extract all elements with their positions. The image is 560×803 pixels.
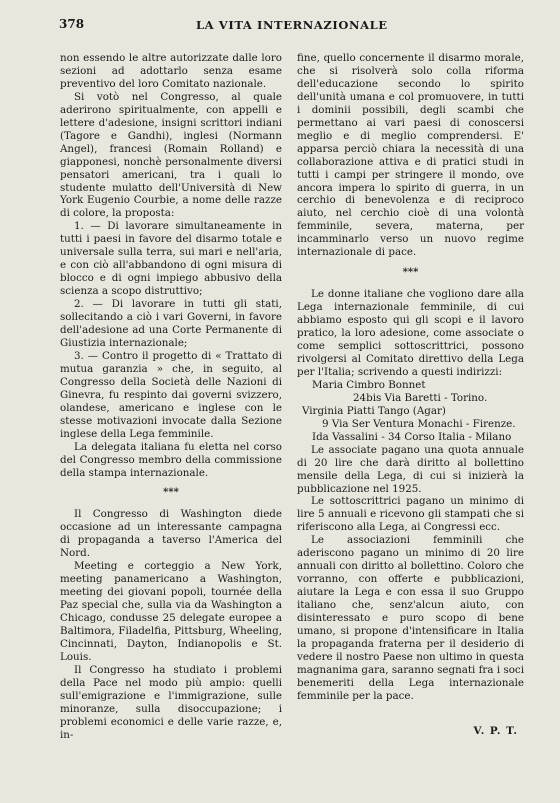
address-name: Maria Cimbro Bonnet [312, 378, 426, 391]
address-line: 24bis Via Baretti - Torino. [353, 391, 488, 404]
paragraph: La delegata italiana fu eletta nel corso del Congresso membro della commissione della stampa internazionale. [60, 440, 282, 479]
paragraph: non essendo le altre autorizzate dalle loro sezioni ad adottarlo senza esame preventivo del loro Comitato nazionale. [60, 52, 282, 90]
page-number: 378 [59, 17, 85, 31]
paragraph: Si votò nel Congresso, al quale aderirono spiritualmente, con appelli e lettere d'adesione, insigni scrittori indiani (Tagore e Gandhi), inglesi (Normann Angel), francesi (Romain Rolland) e giapponesi, nonchè personalmente diversi pensatori americani, tra i quali lo studente mulatto dell'Università di New York Eugenio Courbie, a nome delle razze di colore, la proposta: [60, 90, 282, 220]
paragraph: Le donne italiane che vogliono dare alla Lega internazionale femminile, di cui abbiamo esposto qui gli scopi e il lavoro pratico, la loro adesione, come associate o come semplici sottoscrittrici, possono rivolgersi al Comitato direttivo della Lega per l'Italia; scrivendo a questi indirizzi: [297, 288, 524, 378]
proposal-item-2: 2. — Di lavorare in tutti gli stati, sollecitando a ciò i vari Governi, in favore dell'adesione ad una Corte Permanente di Giustizia internazionale; [60, 298, 282, 349]
running-header-title: LA VITA INTERNAZIONALE [196, 18, 388, 32]
left-column [60, 52, 282, 742]
paragraph: Le associazioni femminili che aderiscono pagano un minimo di 20 lire annuali con diritto al bollettino. Coloro che vorranno, con offerte e pubblicazioni, aiutare la Lega e con essa il suo Gruppo italiano che, senz'alcun aiuto, con disinteressato e puro scopo di bene umano, si propone d'intensificare in Italia la propaganda fraterna per il desiderio di vedere il nostro Paese non ultimo in questa magnanima gara, saranno segnati fra i soci benemeriti della Lega internazionale femminile per la pace. [297, 534, 524, 702]
paragraph: Le sottoscrittrici pagano un minimo di lire 5 annuali e ricevono gli stampati che si riferiscono alla Lega, ai Congressi ecc. [297, 495, 524, 534]
proposal-item-1: 1. — Di lavorare simultaneamente in tutti i paesi in favore del disarmo totale e universale sulla terra, sui mari e nell'aria, e con ciò all'abbandono di ogni misura di blocco e di ogni impiego abbusivo della scienza a scopo distruttivo; [60, 220, 282, 298]
paragraph: Il Congresso ha studiato i problemi della Pace nel modo più ampio: quelli sull'emigrazione e l'immigrazione, sulle minoranze, sulla disoccupazione; i problemi economici e delle varie razze, e, in- [60, 663, 282, 741]
address-name: Virginia Piatti Tango (Agar) [302, 404, 446, 417]
address-line: Ida Vassalini - 34 Corso Italia - Milano [312, 430, 512, 443]
paragraph: fine, quello concernente il disarmo morale, che si risolverà solo colla riforma dell'educazione secondo lo spirito dell'unità umana e col promuovere, in tutti i dominii possibili, degli scambi che permettano ai vari paesi di conoscersi meglio e di meglio comprendersi. E' apparsa perciò chiara la necessità di una collaborazione attiva e di pratici studi in tutti i campi per stringere il mondo, ove ancora impera lo spirito di guerra, in un cerchio di benevolenza e di reciproco aiuto, nel cerchio cioè di una volontà femminile, severa, materna, per incamminarlo verso un nuovo regime internazionale di pace. [297, 52, 524, 259]
signature-initials: V. P. T. [473, 724, 518, 737]
paragraph: Meeting e corteggio a New York, meeting panamericano a Washington, meeting dei giovani popoli, tournée della Paz special che, sulla via da Washington a Chicago, condusse 25 delegate europee a Baltimora, Filadelfia, Pittsburg, Wheeling, Cincinnati, Dayton, Indianopolis e St. Louis. [60, 560, 282, 663]
address-line: 9 Via Ser Ventura Monachi - Firenze. [322, 417, 516, 430]
paragraph: Il Congresso di Washington diede occasione ad un interessante campagna di propaganda a taverso l'America del Nord. [60, 508, 282, 560]
section-separator: *** [402, 267, 419, 279]
proposal-item-3: 3. — Contro il progetto di « Trattato di mutua garanzia » che, in seguito, al Congresso della Società delle Nazioni di Ginevra, fu respinto dai governi svizzero, olandese, americano e inglese con le stesse motivazioni invocate dalla Sezione inglese della Lega femminile. [60, 349, 282, 440]
right-column [297, 52, 524, 738]
section-separator: *** [163, 487, 179, 499]
paragraph: Le associate pagano una quota annuale di 20 lire che darà diritto al bollettino mensile della Lega, di cui si inizierà la pubblicazione nel 1925. [297, 443, 524, 495]
